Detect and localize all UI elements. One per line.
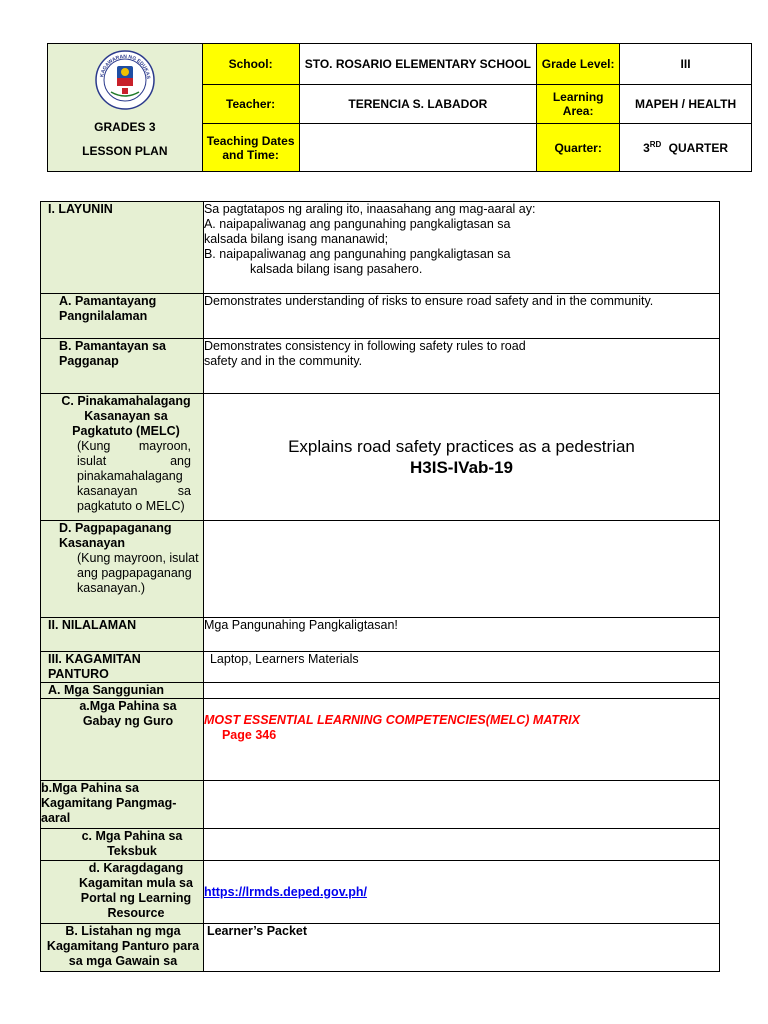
pagganap-line: Demonstrates consistency in following safety rules to road [203, 339, 526, 353]
melc-note: (Kung mayroon, isulat ang pinakamahalagang kasanayan sa pagkatuto o MELC) [77, 439, 191, 513]
kagamitan-value: Laptop, Learners Materials [203, 652, 719, 683]
melc-label: C. Pinakamahalagang Kasanayan sa Pagkatuto (MELC) [61, 394, 191, 438]
table-row [41, 652, 720, 683]
quarter-label: Quarter: [537, 124, 620, 172]
table-row [41, 394, 720, 521]
lrmds-link[interactable]: https://lrmds.deped.gov.ph/ [203, 884, 367, 899]
pangmag-aaral-label: b.Mga Pahina sa Kagamitang Pangmag-aaral [41, 781, 177, 825]
pangmag-aaral-value [203, 781, 719, 829]
learning-area-value: MAPEH / HEALTH [620, 85, 752, 124]
grades-label: GRADES 3 [94, 120, 156, 134]
layunin-line: kalsada bilang isang pasahero. [249, 262, 423, 276]
table-row [41, 202, 720, 294]
layunin-content [203, 202, 719, 294]
teacher-label: Teacher: [202, 85, 299, 124]
quarter-number: 3 [643, 141, 650, 155]
table-row [41, 861, 720, 924]
deped-seal-icon [95, 50, 155, 110]
school-logo-cell [48, 44, 203, 172]
table-row [41, 339, 720, 394]
sanggunian-label: A. Mga Sanggunian [48, 683, 164, 697]
learning-area-label: Learning Area: [537, 85, 620, 124]
table-row [41, 924, 720, 972]
kagamitan-label: III. KAGAMITAN PANTURO [48, 652, 141, 681]
layunin-line: kalsada bilang isang mananawid; [203, 232, 389, 246]
lesson-plan-table [40, 201, 720, 972]
pagpapaganang-note: (Kung mayroon, isulat ang pagpapaganang kasanayan.) [77, 551, 199, 595]
layunin-label: I. LAYUNIN [48, 202, 113, 216]
teaching-dates-label: Teaching Dates and Time: [202, 124, 299, 172]
layunin-line: B. naipapaliwanag ang pangunahing pangkaligtasan sa [203, 247, 511, 261]
quarter-word: QUARTER [668, 141, 729, 155]
teaching-dates-value [299, 124, 537, 172]
gabay-label: a.Mga Pahina sa Gabay ng Guro [79, 699, 177, 728]
sanggunian-value [203, 683, 719, 699]
lesson-plan-label: LESSON PLAN [82, 144, 168, 158]
melc-code: H3IS-IVab-19 [409, 458, 513, 477]
pamantayang-value: Demonstrates understanding of risks to ensure road safety and in the community. [203, 294, 719, 339]
table-row [41, 294, 720, 339]
grade-level-value: III [620, 44, 752, 85]
layunin-line: A. naipapaliwanag ang pangunahing pangkaligtasan sa [203, 217, 511, 231]
nilalaman-label: II. NILALAMAN [48, 618, 137, 632]
table-row [41, 618, 720, 652]
table-row [41, 829, 720, 861]
pagganap-line: safety and in the community. [203, 354, 363, 368]
teksbuk-value [203, 829, 719, 861]
quarter-value [620, 124, 752, 172]
gabay-value: MOST ESSENTIAL LEARNING COMPETENCIES(MELC) MATRIX [203, 713, 580, 727]
teksbuk-label: c. Mga Pahina sa Teksbuk [81, 829, 183, 858]
nilalaman-value: Mga Pangunahing Pangkaligtasan! [203, 618, 719, 652]
table-row [41, 683, 720, 699]
listahan-label: B. Listahan ng mga Kagamitang Panturo para sa mga Gawain sa [46, 924, 200, 968]
layunin-line: Sa pagtatapos ng araling ito, inaasahang ang mag-aaral ay: [203, 202, 536, 216]
teacher-value: TERENCIA S. LABADOR [299, 85, 537, 124]
pamantayang-label: A. Pamantayang Pangnilalaman [59, 294, 157, 323]
school-value: STO. ROSARIO ELEMENTARY SCHOOL [299, 44, 537, 85]
karagdagang-label: d. Karagdagang Kagamitan mula sa Portal ng Learning Resource [79, 861, 193, 920]
gabay-page: Page 346 [221, 728, 277, 742]
svg-text:KAGAWARAN NG EDUKASYON: KAGAWARAN NG EDUKAS [99, 53, 152, 80]
pagganap-label: B. Pamantayan sa Pagganap [59, 339, 166, 368]
quarter-ordinal: RD [649, 140, 662, 149]
pagpapaganang-label: D. Pagpapaganang Kasanayan [59, 521, 172, 550]
pagpapaganang-value [203, 521, 719, 618]
school-label: School: [202, 44, 299, 85]
table-row [41, 781, 720, 829]
listahan-value: Learner’s Packet [206, 924, 308, 938]
table-row [41, 699, 720, 781]
grade-level-label: Grade Level: [537, 44, 620, 85]
melc-value: Explains road safety practices as a pedestrian [288, 437, 635, 456]
header-table [47, 43, 752, 172]
table-row [41, 521, 720, 618]
